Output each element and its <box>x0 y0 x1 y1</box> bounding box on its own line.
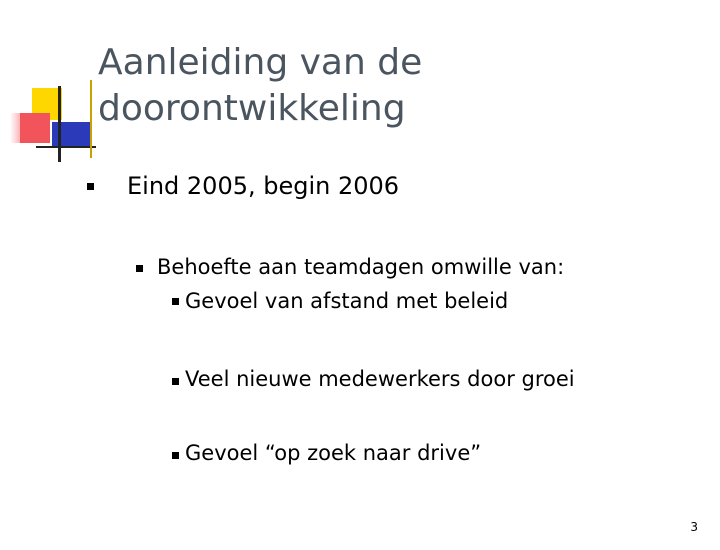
bullet-square-icon <box>172 378 179 385</box>
bullet-level2-text: Behoefte aan teamdagen omwille van: <box>157 255 565 279</box>
bullet-level1-text: Eind 2005, begin 2006 <box>127 172 400 200</box>
bullet-level3-text: Gevoel “op zoek naar drive” <box>185 441 482 465</box>
page-number: 3 <box>690 520 698 534</box>
bullet-square-icon <box>172 298 179 305</box>
bullet-level3-text: Veel nieuwe medewerkers door groei <box>185 367 575 391</box>
logo-accent-line <box>90 80 92 158</box>
bullet-square-icon <box>172 452 179 459</box>
slide-title-line-2: doorontwikkeling <box>98 88 406 129</box>
logo-vertical-line <box>58 86 61 162</box>
slide-title <box>98 40 658 132</box>
bullet-square-icon <box>87 183 94 190</box>
logo-red-square <box>20 113 50 143</box>
bullet-level3-text: Gevoel van afstand met beleid <box>185 289 509 313</box>
logo-horizontal-line <box>36 146 96 148</box>
bullet-square-icon <box>136 265 143 272</box>
slide-title-line-1: Aanleiding van de <box>98 42 423 83</box>
